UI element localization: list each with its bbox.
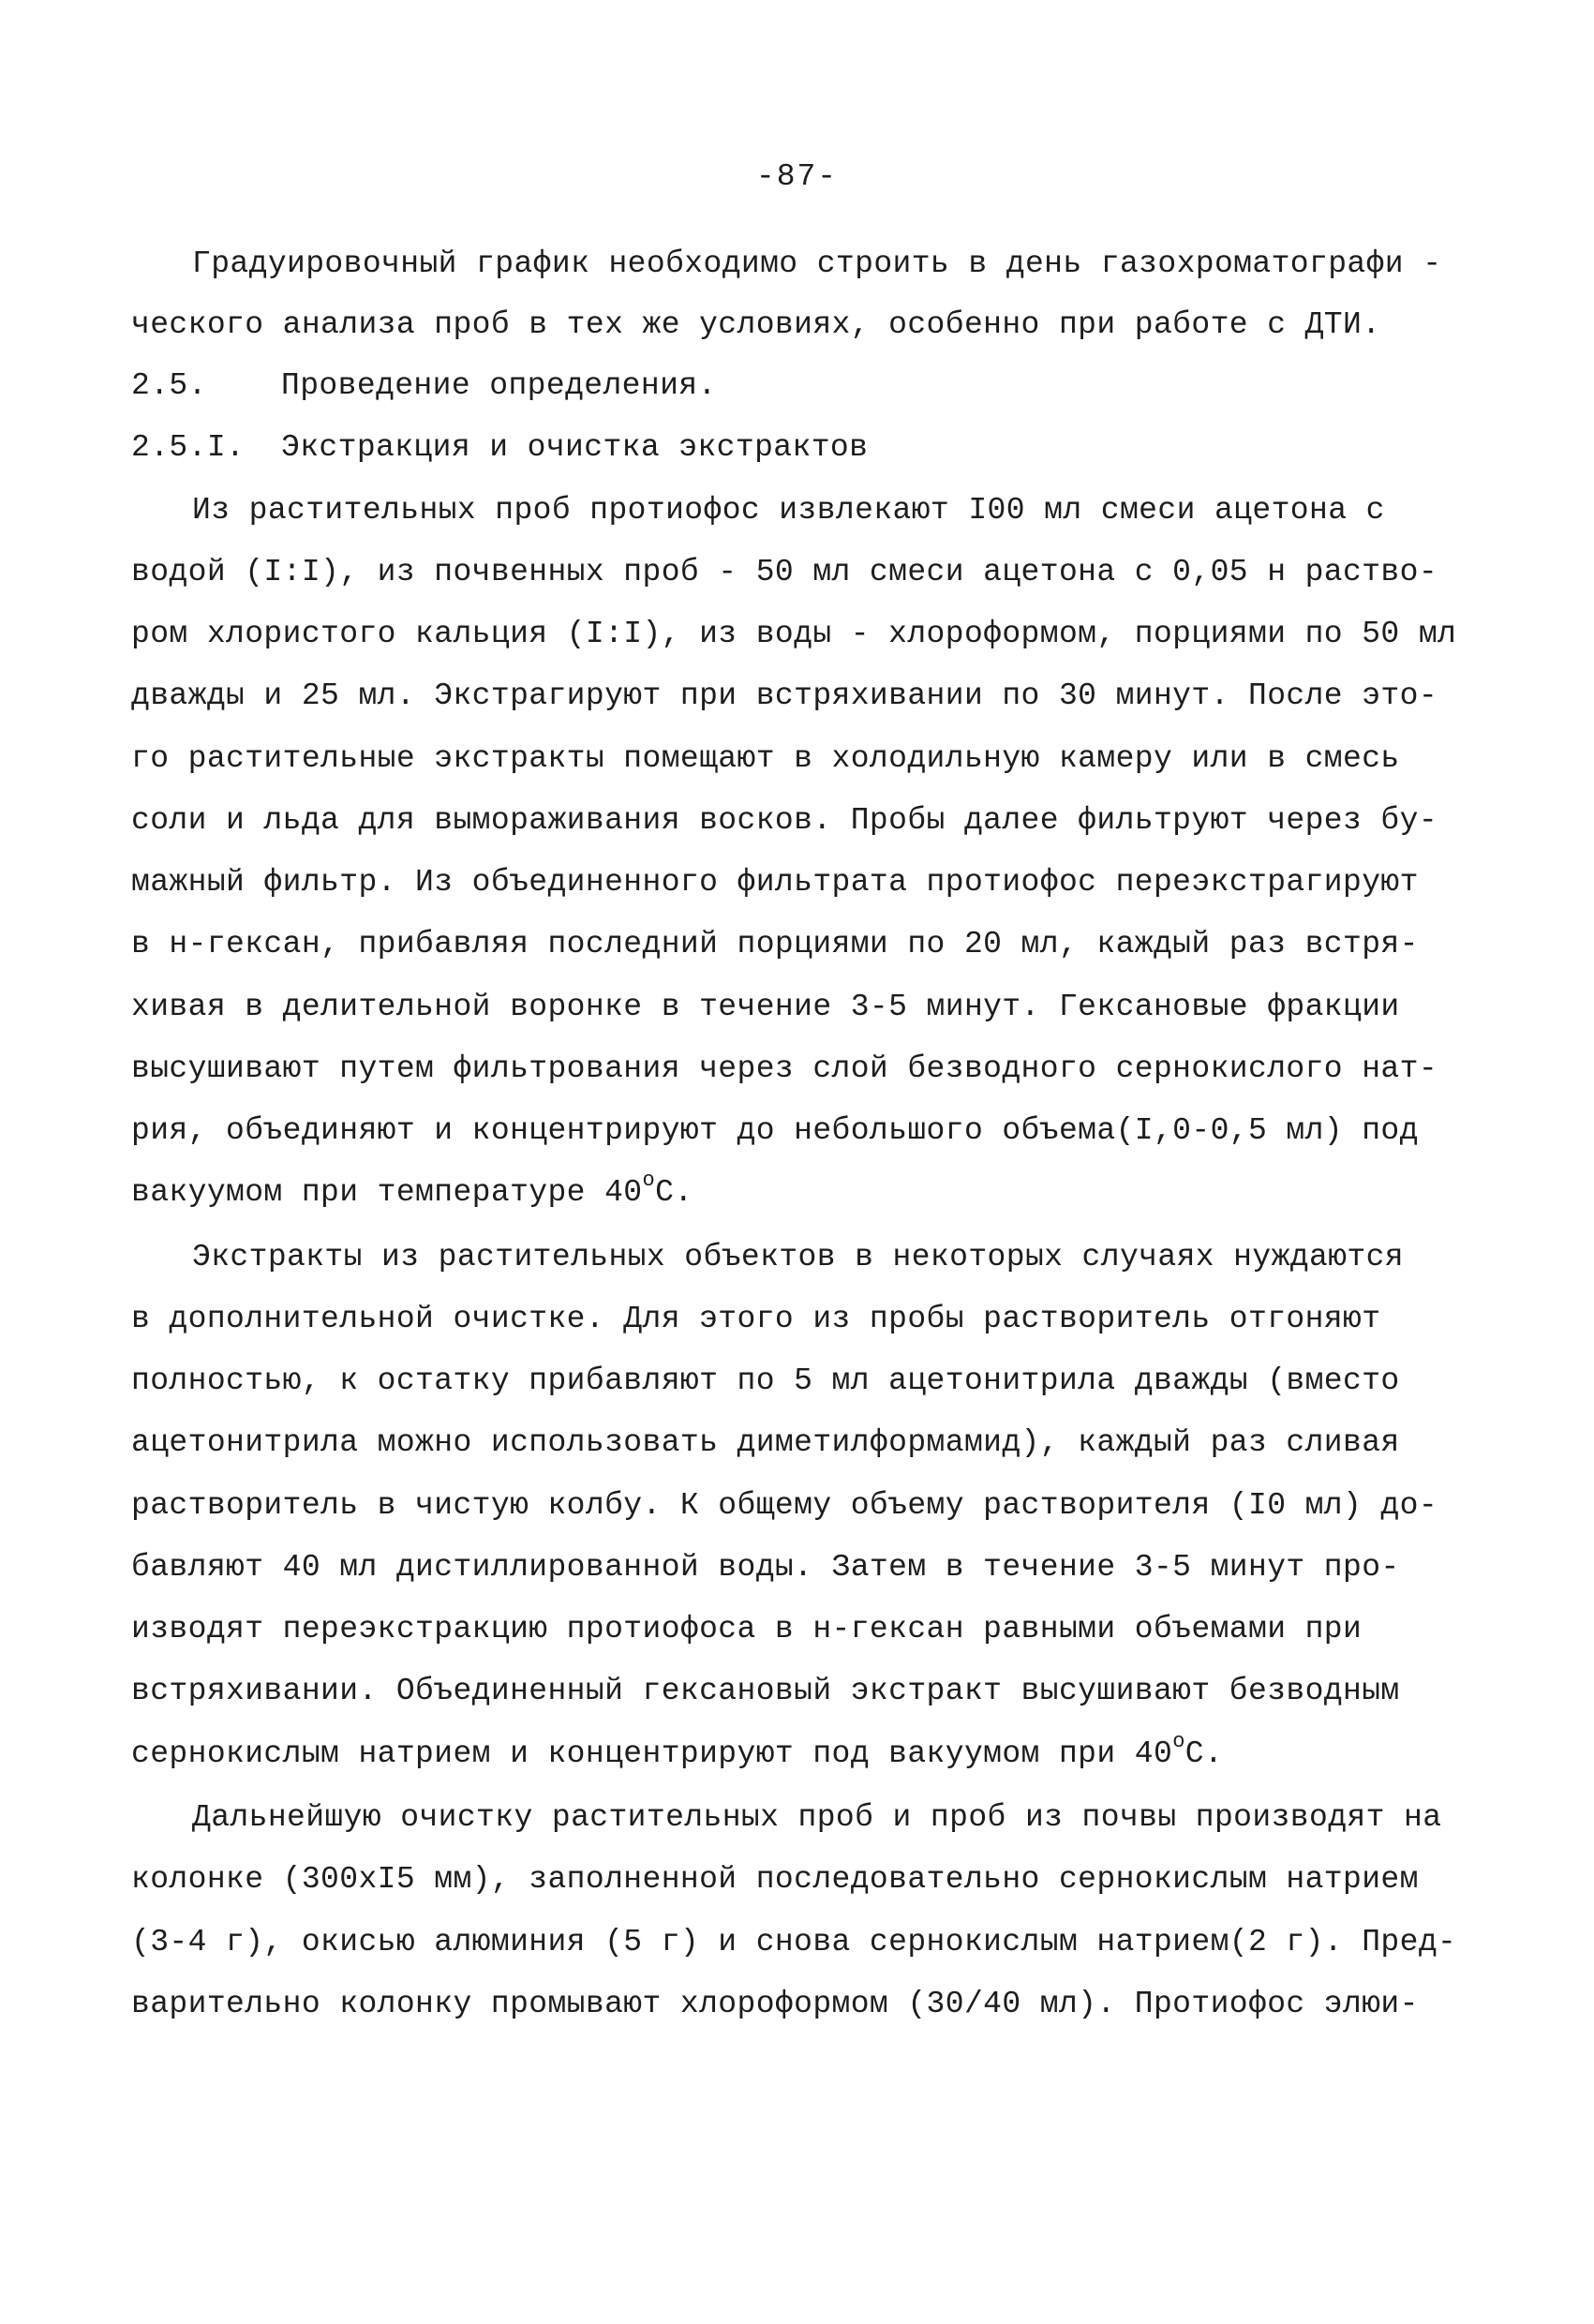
section-number: 2.5.	[131, 368, 207, 403]
para2-line-3: ром хлористого кальция (I:I), из воды - хлороформом, порциями по 50 мл	[131, 617, 1457, 651]
section-number: 2.5.I.	[131, 430, 246, 465]
para3-line-9-text: сернокислым натрием и концентрируют под вакуумом при 40	[131, 1736, 1173, 1771]
degree-sign: o	[642, 1169, 656, 1192]
para2-line-12-text: вакуумом при температуре 40	[131, 1175, 643, 1210]
para3-line-9-end: С.	[1184, 1736, 1224, 1771]
para3-line-4: ацетонитрила можно использовать диметилформамид), каждый раз сливая	[131, 1425, 1400, 1460]
para1-line-2: ческого анализа проб в тех же условиях, особенно при работе с ДТИ.	[131, 307, 1381, 342]
para2-line-4: дважды и 25 мл. Экстрагируют при встряхивании по 30 минут. После это-	[131, 678, 1438, 713]
section-heading-2-5	[131, 367, 717, 405]
para2-line-10: высушивают путем фильтрования через слой безводного сернокислого нат-	[131, 1051, 1438, 1086]
page-number: -87-	[755, 159, 839, 194]
para3-line-6: бавляют 40 мл дистиллированной воды. Затем в течение 3-5 минут про-	[131, 1550, 1400, 1585]
para3-line-8: встряхивании. Объединенный гексановый экстракт высушивают безводным	[131, 1674, 1400, 1708]
section-title: Экстракция и очистка экстрактов	[281, 430, 869, 465]
para2-line-8: в н-гексан, прибавляя последний порциями по 20 мл, каждый раз встря-	[131, 927, 1419, 961]
para3-line-9	[131, 1730, 1224, 1773]
section-heading-2-5-1	[131, 429, 868, 467]
para2-line-11: рия, объединяют и концентрируют до небольшого объема(I,0-0,5 мл) под	[131, 1113, 1419, 1148]
para2-line-2: водой (I:I), из почвенных проб - 50 мл смеси ацетона с 0,05 н раство-	[131, 555, 1438, 589]
para2-line-12	[131, 1169, 693, 1212]
para4-line-4: варительно колонку промывают хлороформом (30/40 мл). Протиофос элюи-	[131, 1987, 1419, 2021]
degree-sign: o	[1172, 1730, 1185, 1753]
para4-line-2: колонке (300хI5 мм), заполненной последовательно сернокислым натрием	[131, 1862, 1419, 1897]
para4-line-1: Дальнейшую очистку растительных проб и проб из почвы производят на	[192, 1800, 1442, 1835]
para3-line-2: в дополнительной очистке. Для этого из пробы растворитель отгоняют	[131, 1302, 1381, 1336]
para4-line-3: (3-4 г), окисью алюминия (5 г) и снова сернокислым натрием(2 г). Пред-	[131, 1925, 1457, 1959]
para3-line-1: Экстракты из растительных объектов в некоторых случаях нуждаются	[192, 1240, 1405, 1274]
para1-line-1: Градуировочный график необходимо строить в день газохроматографи -	[192, 246, 1442, 281]
para3-line-3: полностью, к остатку прибавляют по 5 мл ацетонитрила дважды (вместо	[131, 1363, 1400, 1398]
para2-line-5: го растительные экстракты помещают в холодильную камеру или в смесь	[131, 741, 1400, 776]
para3-line-7: изводят переэкстракцию протиофоса в н-гексан равными объемами при	[131, 1612, 1363, 1646]
para2-line-12-end: С.	[655, 1175, 693, 1210]
para2-line-9: хивая в делительной воронке в течение 3-5 минут. Гексановые фракции	[131, 990, 1400, 1024]
para2-line-1: Из растительных проб протиофос извлекают I00 мл смеси ацетона с	[192, 493, 1385, 528]
para2-line-7: мажный фильтр. Из объединенного фильтрата протиофос переэкстрагируют	[131, 865, 1419, 900]
para2-line-6: соли и льда для вымораживания восков. Пробы далее фильтруют через бу-	[131, 803, 1438, 838]
section-title: Проведение определения.	[281, 368, 717, 403]
para3-line-5: растворитель в чистую колбу. К общему объему растворителя (I0 мл) до-	[131, 1488, 1438, 1523]
